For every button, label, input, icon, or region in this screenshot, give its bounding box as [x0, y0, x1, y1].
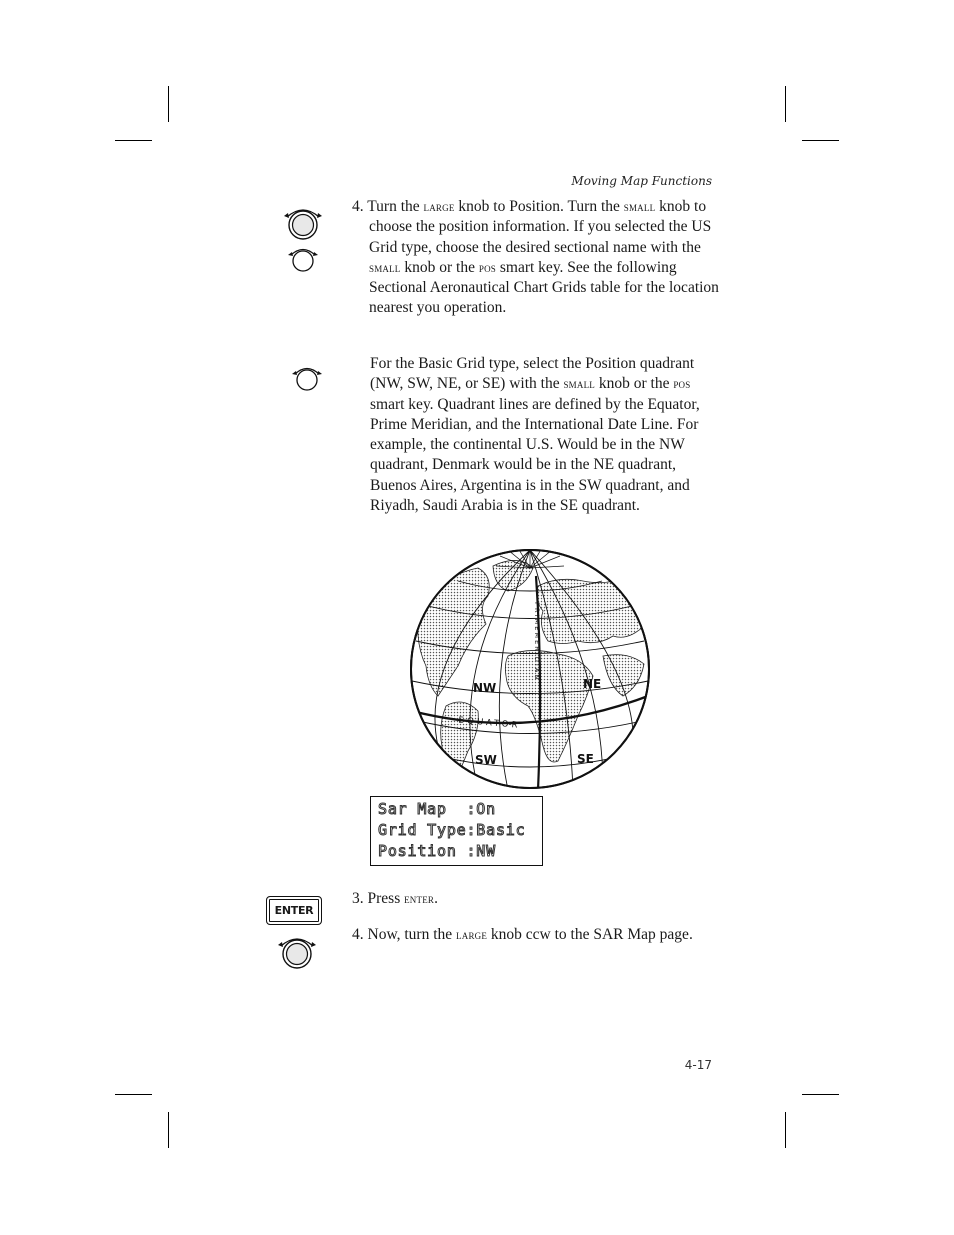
- globe-illustration: [408, 546, 652, 792]
- crop-mark: [802, 1094, 839, 1095]
- key-large: large: [456, 927, 488, 942]
- crop-mark: [785, 86, 786, 122]
- crop-mark: [785, 1112, 786, 1148]
- text: Press: [367, 890, 405, 907]
- crop-mark: [115, 140, 152, 141]
- text: Now, turn the: [367, 926, 457, 943]
- key-small: small: [369, 259, 401, 275]
- text: knob to choose the position information. If you selected the US Grid type, choose the desired sectional name with the: [369, 198, 712, 256]
- page-number: 4-17: [684, 1058, 712, 1072]
- key-small: small: [563, 376, 595, 392]
- quadrant-label-ne: NE: [583, 677, 602, 691]
- crop-mark: [168, 86, 169, 122]
- text: knob or the: [400, 258, 479, 276]
- step-3-paragraph: [352, 889, 714, 909]
- lcd-display: [370, 796, 543, 866]
- basic-grid-paragraph: [352, 354, 714, 516]
- text: For the Basic Grid type, select the Position quadrant (NW, SW, NE, or SE) with the: [370, 355, 695, 393]
- quadrant-label-nw: NW: [473, 681, 497, 695]
- step-number: 3.: [352, 890, 364, 907]
- crop-mark: [802, 140, 839, 141]
- small-knob-icon: [290, 364, 324, 392]
- lcd-line-sar-map: Sar Map :On: [378, 800, 496, 818]
- text: knob or the: [594, 375, 674, 393]
- key-large: large: [423, 199, 455, 214]
- crop-mark: [115, 1094, 152, 1095]
- step-number: 4.: [352, 198, 364, 215]
- large-knob-icon: [276, 933, 318, 971]
- quadrant-label-se: SE: [577, 752, 594, 766]
- equator-label: E-Q-U-A-T-O-R: [457, 715, 518, 731]
- small-knob-icon: [286, 245, 320, 273]
- key-pos: pos: [673, 376, 691, 392]
- crop-mark: [168, 1112, 169, 1148]
- key-small: small: [623, 199, 656, 214]
- running-header: Moving Map Functions: [571, 174, 712, 188]
- enter-key-icon: ENTER: [266, 896, 322, 925]
- text: Turn the: [367, 198, 424, 215]
- text: knob ccw to the SAR Map page.: [487, 926, 693, 943]
- text: smart key. Quadrant lines are defined by the Equator, Prime Meridian, and the International Date Line. For example, the continental U.S. Would be in the NW quadrant, Denmark would be in the NE quadrant, Buenos Aires, Argentina is in the SW quadrant, and Riyadh, Saudi Arabia is in the SE quadrant.: [370, 395, 700, 515]
- key-pos: pos: [478, 259, 496, 275]
- lcd-line-position: Position :NW: [378, 842, 496, 860]
- step-number: 4.: [352, 926, 364, 943]
- text: smart key. See the following Sectional Aeronautical Chart Grids table for the location nearest you operation.: [369, 258, 719, 317]
- text: knob to Position. Turn the: [454, 198, 624, 215]
- prime-meridian-label: P R I M E M E R I D I A N: [533, 602, 541, 680]
- large-knob-icon: [282, 204, 324, 242]
- text: .: [434, 890, 438, 907]
- step-4-paragraph: [352, 197, 731, 319]
- step-4b-paragraph: [352, 925, 731, 945]
- lcd-line-grid-type: Grid Type:Basic: [378, 821, 526, 839]
- quadrant-label-sw: SW: [475, 753, 497, 767]
- key-enter: enter: [404, 891, 435, 906]
